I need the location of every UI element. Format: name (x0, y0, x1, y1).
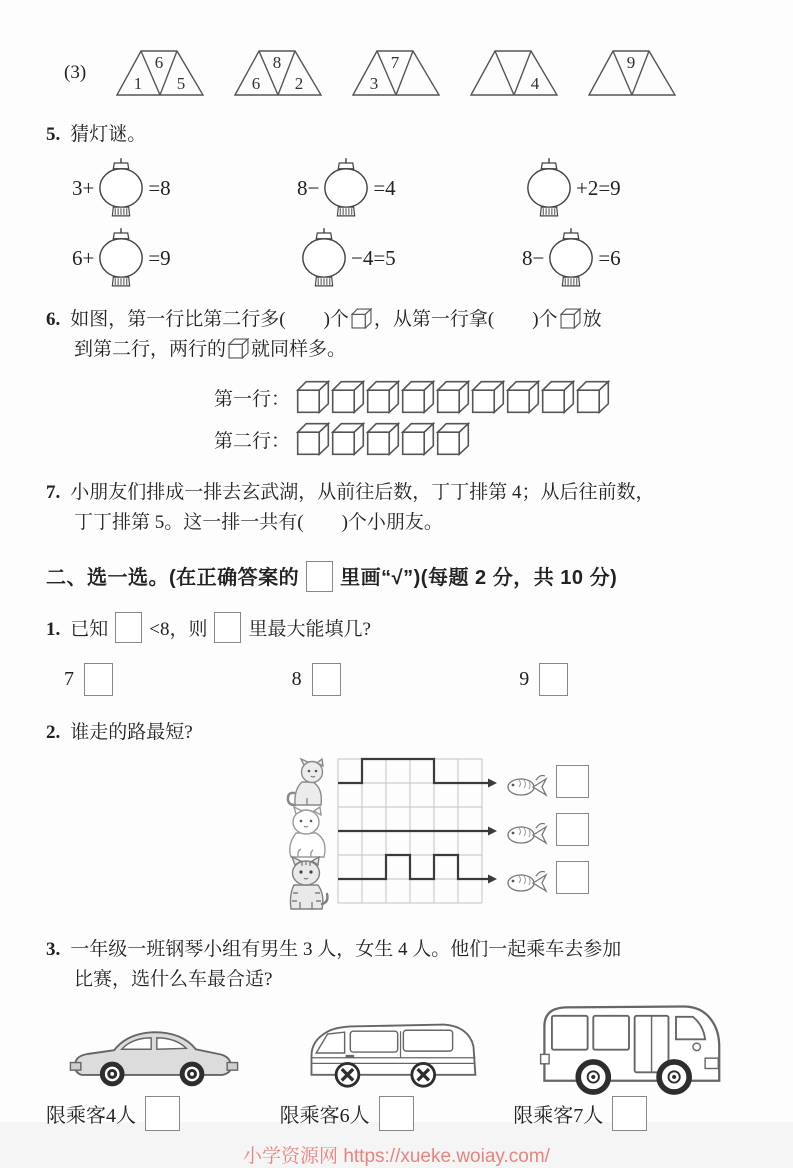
lantern-equation-6: 8− =6 (522, 227, 747, 289)
option-8: 8 (292, 663, 520, 696)
white-cat-icon (284, 807, 330, 859)
vehicle-option-van (280, 1008, 514, 1131)
option-checkbox[interactable] (312, 663, 341, 696)
trapezoid-shape-1[interactable] (114, 48, 206, 98)
option-checkbox[interactable] (84, 663, 113, 696)
cube-icon (296, 422, 330, 456)
car-icon (68, 1016, 240, 1092)
svg-text:3: 3 (369, 74, 379, 93)
bus-art (513, 1008, 747, 1092)
lantern-icon[interactable] (299, 227, 349, 289)
arrowhead-icon (488, 827, 497, 836)
vehicle-option-bus (513, 1008, 747, 1131)
route-path-3 (338, 855, 488, 879)
cube-row-2: 第二行： (214, 418, 747, 460)
section2-question-2-title: 2. 谁走的路最短? (46, 721, 193, 743)
svg-text:5: 5 (176, 74, 186, 93)
site-watermark: 小学资源网 https://xueke.woiay.com/ (243, 1145, 550, 1167)
route-path-1 (338, 759, 488, 783)
answer-box[interactable] (115, 612, 142, 643)
cube-icon (576, 380, 610, 414)
cube-icon (366, 380, 400, 414)
svg-text:4: 4 (530, 74, 540, 93)
vehicle-options (46, 1008, 747, 1131)
question-7-line-1: 7. 小朋友们排成一排去玄武湖，从前往后数，丁丁排第 4；从后往前数， (46, 482, 655, 504)
cube-icon (401, 380, 435, 414)
fish-icon (506, 869, 548, 895)
cube-icon (331, 380, 365, 414)
striped-kitten-icon (284, 857, 330, 911)
svg-text:8: 8 (272, 53, 282, 72)
lantern-equation-1: 3+ =8 (46, 157, 297, 219)
van-art (280, 1008, 514, 1092)
cube-icon (436, 422, 470, 456)
vehicle-checkbox[interactable] (379, 1096, 414, 1131)
svg-text:1: 1 (133, 74, 143, 93)
cube-row-1-cubes (296, 380, 611, 414)
lantern-icon[interactable] (546, 227, 596, 289)
question-5-heading (46, 120, 747, 149)
answer-box[interactable] (556, 861, 589, 894)
fish-icon (506, 821, 548, 847)
section2-question-3-line-2: 比赛，选什么车最合适? (74, 968, 273, 990)
cube-icon (401, 422, 435, 456)
answer-box[interactable] (556, 813, 589, 846)
section2-question-3-line-1: 3. 一年级一班钢琴小组有男生 3 人，女生 4 人。他们一起乘车去参加 (46, 939, 622, 961)
cube-row-2-cubes (296, 422, 471, 456)
svg-text:7: 7 (390, 53, 400, 72)
cube-icon (331, 422, 365, 456)
section-2-heading: 二、选一选。(在正确答案的 里画“√”)(每题 2 分，共 10 分) (46, 561, 747, 592)
answer-box[interactable] (556, 765, 589, 798)
question-5-title: 猜灯谜。 (70, 124, 147, 145)
lantern-icon[interactable] (524, 157, 574, 219)
tabby-cat-icon (284, 759, 330, 809)
cube-icon (541, 380, 575, 414)
lantern-equation-2: 8− =4 (297, 157, 522, 219)
question-5-number: 5. (46, 124, 61, 145)
car-art (46, 1008, 280, 1092)
cube-icon (351, 308, 372, 329)
vehicle-checkbox[interactable] (612, 1096, 647, 1131)
question-3-label: (3) (64, 62, 87, 83)
lantern-equation-3: +2=9 (522, 157, 747, 219)
car-caption: 限乘客4人 (46, 1096, 280, 1131)
trapezoid-shape-2[interactable] (232, 48, 324, 98)
option-7: 7 (64, 663, 292, 696)
fish-icon (506, 773, 548, 799)
route-grid (338, 757, 500, 907)
van-caption: 限乘客6人 (280, 1096, 514, 1131)
cube-icon (228, 338, 249, 359)
lantern-equation-5: −4=5 (297, 227, 522, 289)
arrowhead-icon (488, 779, 497, 788)
section2-question-1-options (46, 663, 747, 696)
bus-caption: 限乘客7人 (513, 1096, 747, 1131)
cube-icon (366, 422, 400, 456)
lantern-equation-row-2 (46, 227, 747, 289)
path-comparison-diagram (284, 757, 747, 913)
arrowhead-icon (488, 875, 497, 884)
option-9: 9 (519, 663, 747, 696)
answer-box[interactable] (214, 612, 241, 643)
lantern-equation-row-1 (46, 157, 747, 219)
question-6-line-1: 6. 如图，第一行比第二行多( )个 ，从第一行拿( )个 放 (46, 309, 602, 331)
svg-text:6: 6 (154, 53, 164, 72)
cube-icon (436, 380, 470, 414)
option-checkbox[interactable] (539, 663, 568, 696)
question-6-line-2: 到第二行，两行的 就同样多。 (74, 338, 347, 360)
van-icon (302, 1014, 482, 1092)
trapezoid-shape-3[interactable] (350, 48, 442, 98)
question-7-line-2: 丁丁排第 5。这一排一共有( )个小朋友。 (74, 511, 443, 533)
svg-text:9: 9 (626, 53, 636, 72)
answer-box[interactable] (306, 561, 333, 592)
bus-icon (535, 998, 723, 1092)
cube-row-1: 第一行： (214, 376, 747, 418)
svg-text:6: 6 (251, 74, 261, 93)
lantern-icon[interactable] (321, 157, 371, 219)
lantern-equation-4: 6+ =9 (46, 227, 297, 289)
svg-text:2: 2 (294, 74, 304, 93)
vehicle-option-car (46, 1008, 280, 1131)
section2-question-1: 1. 已知 <8，则 里最大能填几? (46, 612, 747, 644)
trapezoid-shape-4[interactable] (468, 48, 560, 98)
lantern-icon[interactable] (96, 157, 146, 219)
cube-rows (214, 376, 747, 460)
question-3-shape-row (64, 48, 747, 98)
cube-icon (296, 380, 330, 414)
cube-icon (471, 380, 505, 414)
trapezoid-shape-5[interactable] (586, 48, 678, 98)
vehicle-checkbox[interactable] (145, 1096, 180, 1131)
lantern-icon[interactable] (96, 227, 146, 289)
cube-icon (506, 380, 540, 414)
cube-icon (560, 308, 581, 329)
